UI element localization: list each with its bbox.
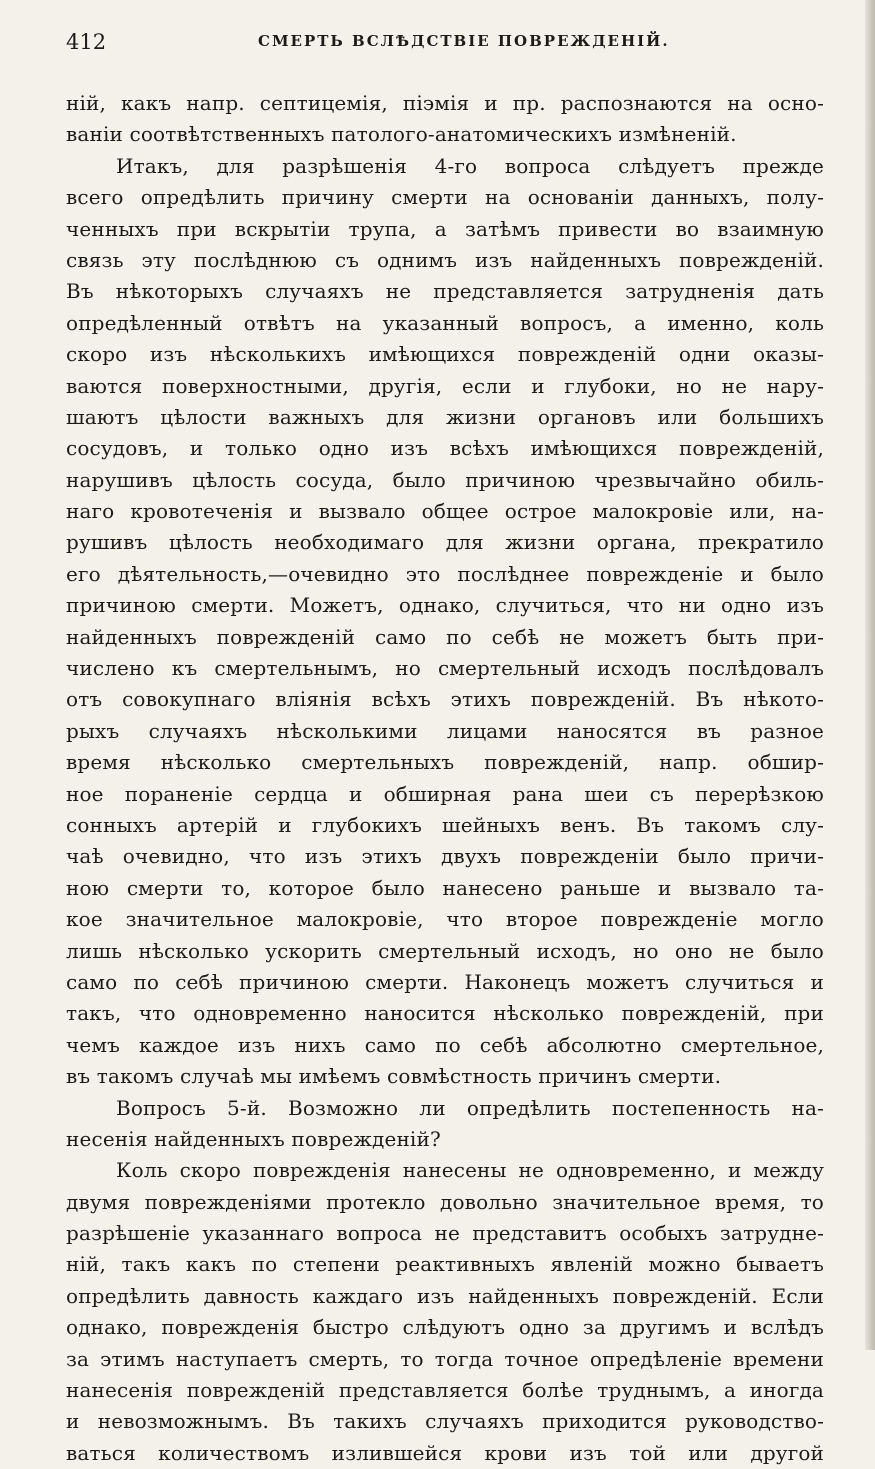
text-line: всего опредѣлить причину смерти на основаніи данныхъ, полу- bbox=[66, 185, 824, 210]
text-line: числено къ смертельнымъ, но смертельный исходъ послѣдовалъ bbox=[66, 656, 824, 681]
text-line: такъ, что одновременно наносится нѣсколько поврежденій, при bbox=[66, 1001, 824, 1026]
text-line: время нѣсколько смертельныхъ поврежденій, напр. обшир- bbox=[66, 750, 824, 775]
text-line: и невозможнымъ. Въ такихъ случаяхъ приходится руководство- bbox=[66, 1409, 824, 1434]
text-line: причиною смерти. Можетъ, однако, случиться, что ни одно изъ bbox=[66, 593, 824, 618]
text-line: чаѣ очевидно, что изъ этихъ двухъ поврежденіи было причи- bbox=[66, 844, 824, 869]
text-line: въ такомъ случаѣ мы имѣемъ совмѣстность причинъ смерти. bbox=[66, 1064, 722, 1089]
text-line: опредѣлить давность каждаго изъ найденныхъ поврежденій. Если bbox=[66, 1283, 824, 1308]
text-line: Въ нѣкоторыхъ случаяхъ не представляется затрудненія дать bbox=[66, 279, 824, 304]
text-line: найденныхъ поврежденій само по себѣ не можетъ быть при- bbox=[66, 624, 824, 649]
paragraph-first-line: Итакъ, для разрѣшенія 4-го вопроса слѣдуетъ прежде bbox=[116, 153, 824, 178]
text-line: опредѣленный отвѣтъ на указанный вопросъ, а именно, коль bbox=[66, 310, 824, 335]
text-line: ваются поверхностными, другія, если и глубоки, но не нару- bbox=[66, 373, 824, 398]
text-line: ній, такъ какъ по степени реактивныхъ явленій можно бываетъ bbox=[66, 1252, 824, 1277]
text-line: наго кровотеченія и вызвало общее острое малокровіе или, на- bbox=[66, 499, 824, 524]
text-line: лишь нѣсколько ускорить смертельный исходъ, но оно не было bbox=[66, 938, 824, 963]
text-line: сосудовъ, и только одно изъ всѣхъ имѣющихся поврежденій, bbox=[66, 436, 824, 461]
body-text bbox=[66, 88, 824, 1469]
text-line: ваніи соотвѣтственныхъ патолого-анатомическихъ измѣненій. bbox=[66, 122, 737, 147]
text-line: отъ совокупнаго вліянія всѣхъ этихъ поврежденій. Въ нѣкото- bbox=[66, 687, 824, 712]
text-line: сонныхъ артерій и глубокихъ шейныхъ венъ. Въ такомъ слу- bbox=[66, 812, 824, 837]
text-line: его дѣятельность,—очевидно это послѣднее поврежденіе и было bbox=[66, 561, 824, 586]
text-line: нанесенія поврежденій представляется болѣе труднымъ, а иногда bbox=[66, 1378, 824, 1403]
text-line: за этимъ наступаетъ смерть, то тогда точное опредѣленіе времени bbox=[66, 1346, 824, 1371]
text-line: ваться количествомъ излившейся крови изъ той или другой bbox=[66, 1440, 824, 1465]
text-line: нарушивъ цѣлость сосуда, было причиною чрезвычайно обиль- bbox=[66, 467, 824, 492]
text-line: разрѣшеніе указаннаго вопроса не представитъ особыхъ затрудне- bbox=[66, 1221, 824, 1246]
page-number: 412 bbox=[66, 30, 107, 54]
page-edge-shadow bbox=[865, 0, 875, 1350]
text-line: однако, поврежденія быстро слѣдуютъ одно за другимъ и вслѣдъ bbox=[66, 1315, 824, 1340]
text-line: шаютъ цѣлости важныхъ для жизни органовъ или большихъ bbox=[66, 404, 824, 429]
text-line: несенія найденныхъ поврежденій? bbox=[66, 1126, 441, 1151]
running-head: СМЕРТЬ ВСЛѢДСТВІЕ ПОВРЕЖДЕНІЙ. bbox=[258, 32, 670, 50]
paragraph-first-line: Коль скоро поврежденія нанесены не одновременно, и между bbox=[116, 1158, 824, 1183]
text-line: ное пораненіе сердца и обширная рана шеи съ перерѣзкою bbox=[66, 781, 824, 806]
text-line: кое значительное малокровіе, что второе поврежденіе могло bbox=[66, 907, 824, 932]
text-line: ній, какъ напр. септицемія, піэмія и пр. распознаются на осно- bbox=[66, 91, 824, 115]
text-line: чемъ каждое изъ нихъ само по себѣ абсолютно смертельное, bbox=[66, 1032, 824, 1057]
text-line: скоро изъ нѣсколькихъ имѣющихся поврежденій одни оказы- bbox=[66, 342, 824, 367]
text-line: само по себѣ причиною смерти. Наконецъ можетъ случиться и bbox=[66, 969, 824, 994]
text-line: рыхъ случаяхъ нѣсколькими лицами наносятся въ разное bbox=[66, 718, 824, 743]
text-line: связь эту послѣднюю съ однимъ изъ найденныхъ поврежденій. bbox=[66, 247, 824, 272]
text-line: двумя поврежденіями протекло довольно значительное время, то bbox=[66, 1189, 824, 1214]
text-line: рушивъ цѣлость необходимаго для жизни органа, прекратило bbox=[66, 530, 824, 555]
page-header bbox=[66, 30, 809, 60]
text-line: ною смерти то, которое было нанесено раньше и вызвало та- bbox=[66, 875, 824, 900]
text-line: ченныхъ при вскрытіи трупа, а затѣмъ привести во взаимную bbox=[66, 216, 824, 241]
paragraph-first-line: Вопросъ 5-й. Возможно ли опредѣлить постепенность на- bbox=[116, 1095, 824, 1120]
